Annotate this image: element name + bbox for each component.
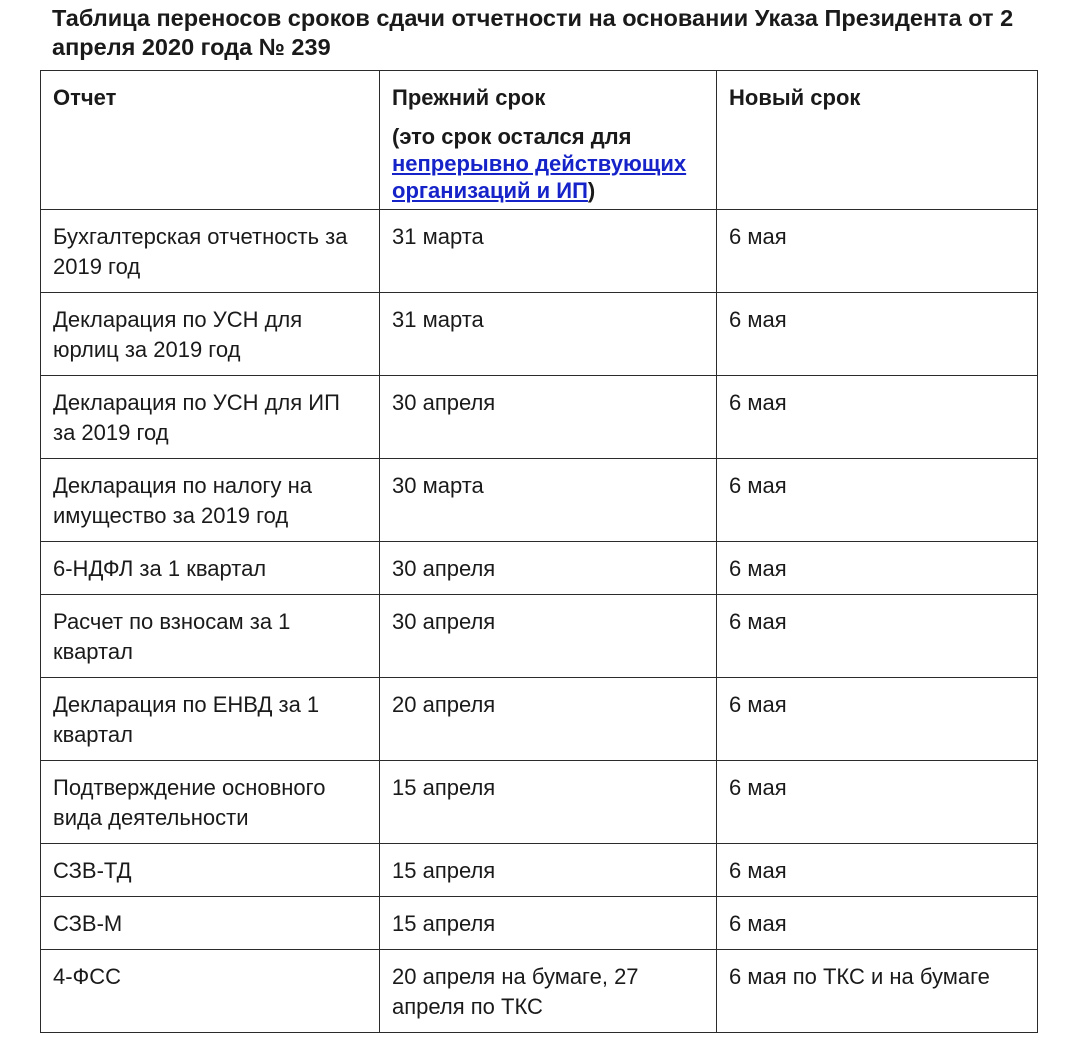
- table-body: [41, 210, 1038, 1033]
- report-cell: СЗВ-М: [41, 897, 380, 950]
- table-row: [41, 210, 1038, 293]
- table-row: [41, 678, 1038, 761]
- column-header-old-deadline: [380, 71, 717, 210]
- column-header-report: Отчет: [41, 71, 380, 210]
- column-header-new-deadline: Новый срок: [717, 71, 1038, 210]
- new-deadline-cell: 6 мая: [717, 376, 1038, 459]
- new-deadline-cell: 6 мая: [717, 210, 1038, 293]
- report-cell: Бухгалтерская отчетность за 2019 год: [41, 210, 380, 293]
- report-cell: Подтверждение основного вида деятельности: [41, 761, 380, 844]
- new-deadline-cell: 6 мая: [717, 761, 1038, 844]
- new-deadline-cell: 6 мая: [717, 897, 1038, 950]
- old-deadline-label: Прежний срок: [392, 85, 546, 110]
- new-deadline-cell: 6 мая: [717, 459, 1038, 542]
- report-cell: Декларация по УСН для юрлиц за 2019 год: [41, 293, 380, 376]
- note-suffix: ): [587, 178, 596, 203]
- old-deadline-cell: 30 марта: [380, 459, 717, 542]
- table-row: [41, 459, 1038, 542]
- report-cell: Расчет по взносам за 1 квартал: [41, 595, 380, 678]
- old-deadline-cell: 15 апреля: [380, 761, 717, 844]
- note-prefix: (это срок остался для: [392, 124, 632, 149]
- old-deadline-cell: 15 апреля: [380, 844, 717, 897]
- new-deadline-cell: 6 мая: [717, 595, 1038, 678]
- new-deadline-cell: 6 мая: [717, 678, 1038, 761]
- table-row: [41, 897, 1038, 950]
- report-cell: Декларация по УСН для ИП за 2019 год: [41, 376, 380, 459]
- old-deadline-cell: 31 марта: [380, 210, 717, 293]
- old-deadline-cell: 30 апреля: [380, 542, 717, 595]
- old-deadline-cell: 30 апреля: [380, 376, 717, 459]
- old-deadline-cell: 31 марта: [380, 293, 717, 376]
- table-row: [41, 761, 1038, 844]
- old-deadline-cell: 20 апреля: [380, 678, 717, 761]
- report-cell: СЗВ-ТД: [41, 844, 380, 897]
- report-cell: 6-НДФЛ за 1 квартал: [41, 542, 380, 595]
- new-deadline-cell: 6 мая: [717, 542, 1038, 595]
- table-row: [41, 950, 1038, 1033]
- old-deadline-cell: 20 апреля на бумаге, 27 апреля по ТКС: [380, 950, 717, 1033]
- table-row: [41, 542, 1038, 595]
- report-cell: Декларация по ЕНВД за 1 квартал: [41, 678, 380, 761]
- report-cell: 4-ФСС: [41, 950, 380, 1033]
- report-cell: Декларация по налогу на имущество за 2019 год: [41, 459, 380, 542]
- table-row: [41, 293, 1038, 376]
- new-deadline-cell: 6 мая: [717, 293, 1038, 376]
- table-row: [41, 844, 1038, 897]
- continuously-operating-link[interactable]: непрерывно действующих организаций и ИП: [392, 151, 687, 203]
- deadlines-table: [40, 70, 1038, 1033]
- old-deadline-cell: 15 апреля: [380, 897, 717, 950]
- new-deadline-cell: 6 мая по ТКС и на бумаге: [717, 950, 1038, 1033]
- table-row: [41, 376, 1038, 459]
- new-deadline-cell: 6 мая: [717, 844, 1038, 897]
- page-title: Таблица переносов сроков сдачи отчетности на основании Указа Президента от 2 апреля 2020 года № 239: [52, 5, 1014, 60]
- table-row: [41, 595, 1038, 678]
- table-header-row: [41, 71, 1038, 210]
- old-deadline-cell: 30 апреля: [380, 595, 717, 678]
- old-deadline-note: [392, 123, 704, 204]
